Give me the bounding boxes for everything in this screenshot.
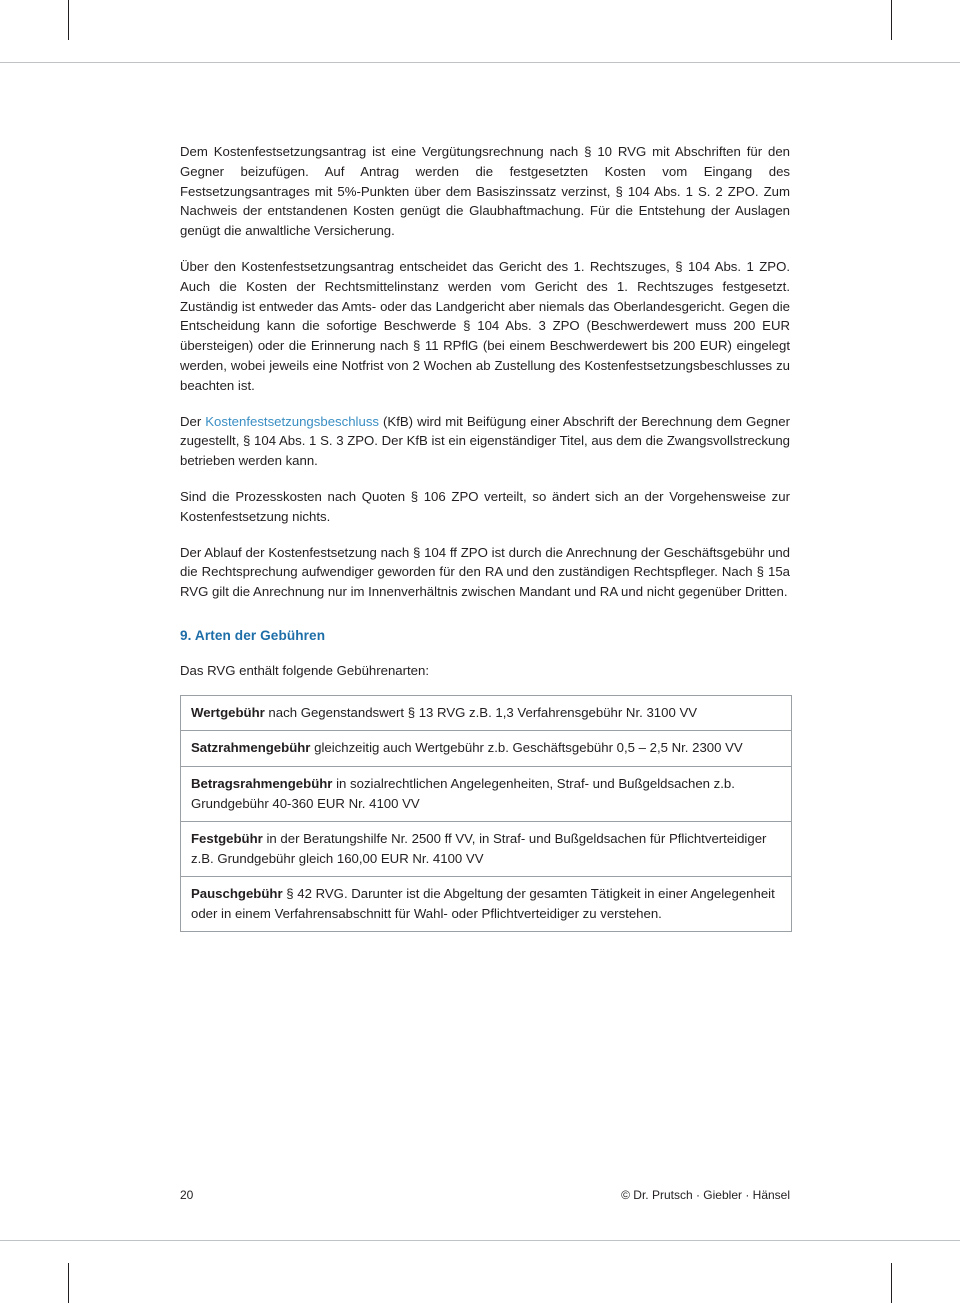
fee-description: in sozialrechtlichen Angelegenheiten, Straf- und Bußgeldsachen z.b. Grundgebühr 40-360 EUR Nr. 4100 VV	[191, 775, 735, 811]
page-rule-bottom	[0, 1240, 960, 1241]
fee-description: gleichzeitig auch Wertgebühr z.b. Geschäftsgebühr 0,5 – 2,5 Nr. 2300 VV	[310, 740, 743, 756]
page-content	[180, 142, 790, 932]
table-row	[181, 696, 791, 732]
paragraph-quoten: Sind die Prozesskosten nach Quoten § 106 ZPO verteilt, so ändert sich an der Vorgehensweise zur Kostenfestsetzung nichts.	[180, 488, 790, 524]
section-heading	[180, 628, 790, 643]
fee-types-table	[180, 695, 792, 933]
fee-term: Wertgebühr	[191, 704, 265, 720]
section-number: 9.	[180, 627, 192, 643]
paragraph-prefix: Der	[180, 413, 206, 429]
paragraph-suffix: (KfB) wird mit Beifügung einer Abschrift der Berechnung dem Gegner zugestellt, § 104 Abs. 1 S. 3 ZPO. Der KfB ist ein eigenständiger Titel, aus dem die Zwangsvollstreckung betrieben werden kann.	[180, 413, 790, 469]
crop-mark-top-right	[891, 0, 892, 40]
crop-mark-bottom-left	[68, 1263, 69, 1303]
fee-term: Pauschgebühr	[191, 886, 283, 902]
page-number: 20	[180, 1188, 194, 1202]
fee-term: Betragsrahmengebühr	[191, 775, 333, 791]
fee-term: Festgebühr	[191, 831, 263, 847]
table-row	[181, 731, 791, 767]
section-title-text: Arten der Gebühren	[194, 627, 326, 643]
paragraph-intro-gebuehrenarten: Das RVG enthält folgende Gebührenarten:	[180, 662, 430, 678]
link-kostenfestsetzungsbeschluss[interactable]: Kostenfestsetzungsbeschluss	[205, 413, 380, 429]
fee-term: Satzrahmengebühr	[191, 740, 311, 756]
page-rule-top	[0, 62, 960, 63]
paragraph-zustaendigkeit: Über den Kostenfestsetzungsantrag entscheidet das Gericht des 1. Rechtszuges, § 104 Abs. 1 ZPO. Auch die Kosten der Rechtsmittelinstanz werden vom Gericht des 1. Rechtszuges festgesetzt. Zuständig ist entweder das Amts- oder das Landgericht aber niemals das Oberlandesgericht. Gegen die Entscheidung kann die sofortige Beschwerde § 104 Abs. 3 ZPO (Beschwerdewert muss 200 EUR übersteigen) oder die Erinnerung nach § 11 RPflG (bei einem Beschwerdewert bis 200 EUR) eingelegt werden, wobei jeweils eine Notfrist von 2 Wochen ab Zustellung des Kostenfestsetzungsbeschlusses zu beachten ist.	[180, 258, 790, 393]
copyright-notice: © Dr. Prutsch · Giebler · Hänsel	[621, 1188, 790, 1202]
fee-description: nach Gegenstandswert § 13 RVG z.B. 1,3 Verfahrensgebühr Nr. 3100 VV	[264, 704, 698, 720]
paragraph-ablauf: Der Ablauf der Kostenfestsetzung nach § 104 ff ZPO ist durch die Anrechnung der Geschäftsgebühr und die Rechtsprechung aufwendiger geworden für den RA und den zuständigen Rechtspfleger. Nach § 15a RVG gilt die Anrechnung nur im Innenverhältnis zwischen Mandant und RA und nicht gegenüber Dritten.	[180, 544, 790, 600]
paragraph-kostenfestsetzungsantrag: Dem Kostenfestsetzungsantrag ist eine Vergütungsrechnung nach § 10 RVG mit Abschriften für den Gegner beizufügen. Auf Antrag werden die festgesetzten Kosten vom Eingang des Festsetzungsantrages mit 5%-Punkten über dem Basiszinssatz verzinst, § 104 Abs. 1 S. 2 ZPO. Zum Nachweis der entstandenen Kosten genügt die Glaubhaftmachung. Für die Entstehung der Auslagen genügt die anwaltliche Versicherung.	[180, 144, 790, 239]
table-row	[181, 767, 791, 822]
fee-description: in der Beratungshilfe Nr. 2500 ff VV, in Straf- und Bußgeldsachen für Pflichtverteidiger z.B. Grundgebühr gleich 160,00 EUR Nr. 4100 VV	[191, 831, 767, 866]
fee-description: § 42 RVG. Darunter ist die Abgeltung der gesamten Tätigkeit in einer Angelegenheit oder in einem Verfahrensabschnitt für Wahl- oder Pflichtverteidiger zu verstehen.	[191, 886, 775, 921]
crop-mark-bottom-right	[891, 1263, 892, 1303]
table-row	[181, 822, 791, 877]
crop-mark-top-left	[68, 0, 69, 40]
table-row	[181, 877, 791, 931]
paragraph-kostenfestsetzungsbeschluss	[180, 412, 790, 471]
